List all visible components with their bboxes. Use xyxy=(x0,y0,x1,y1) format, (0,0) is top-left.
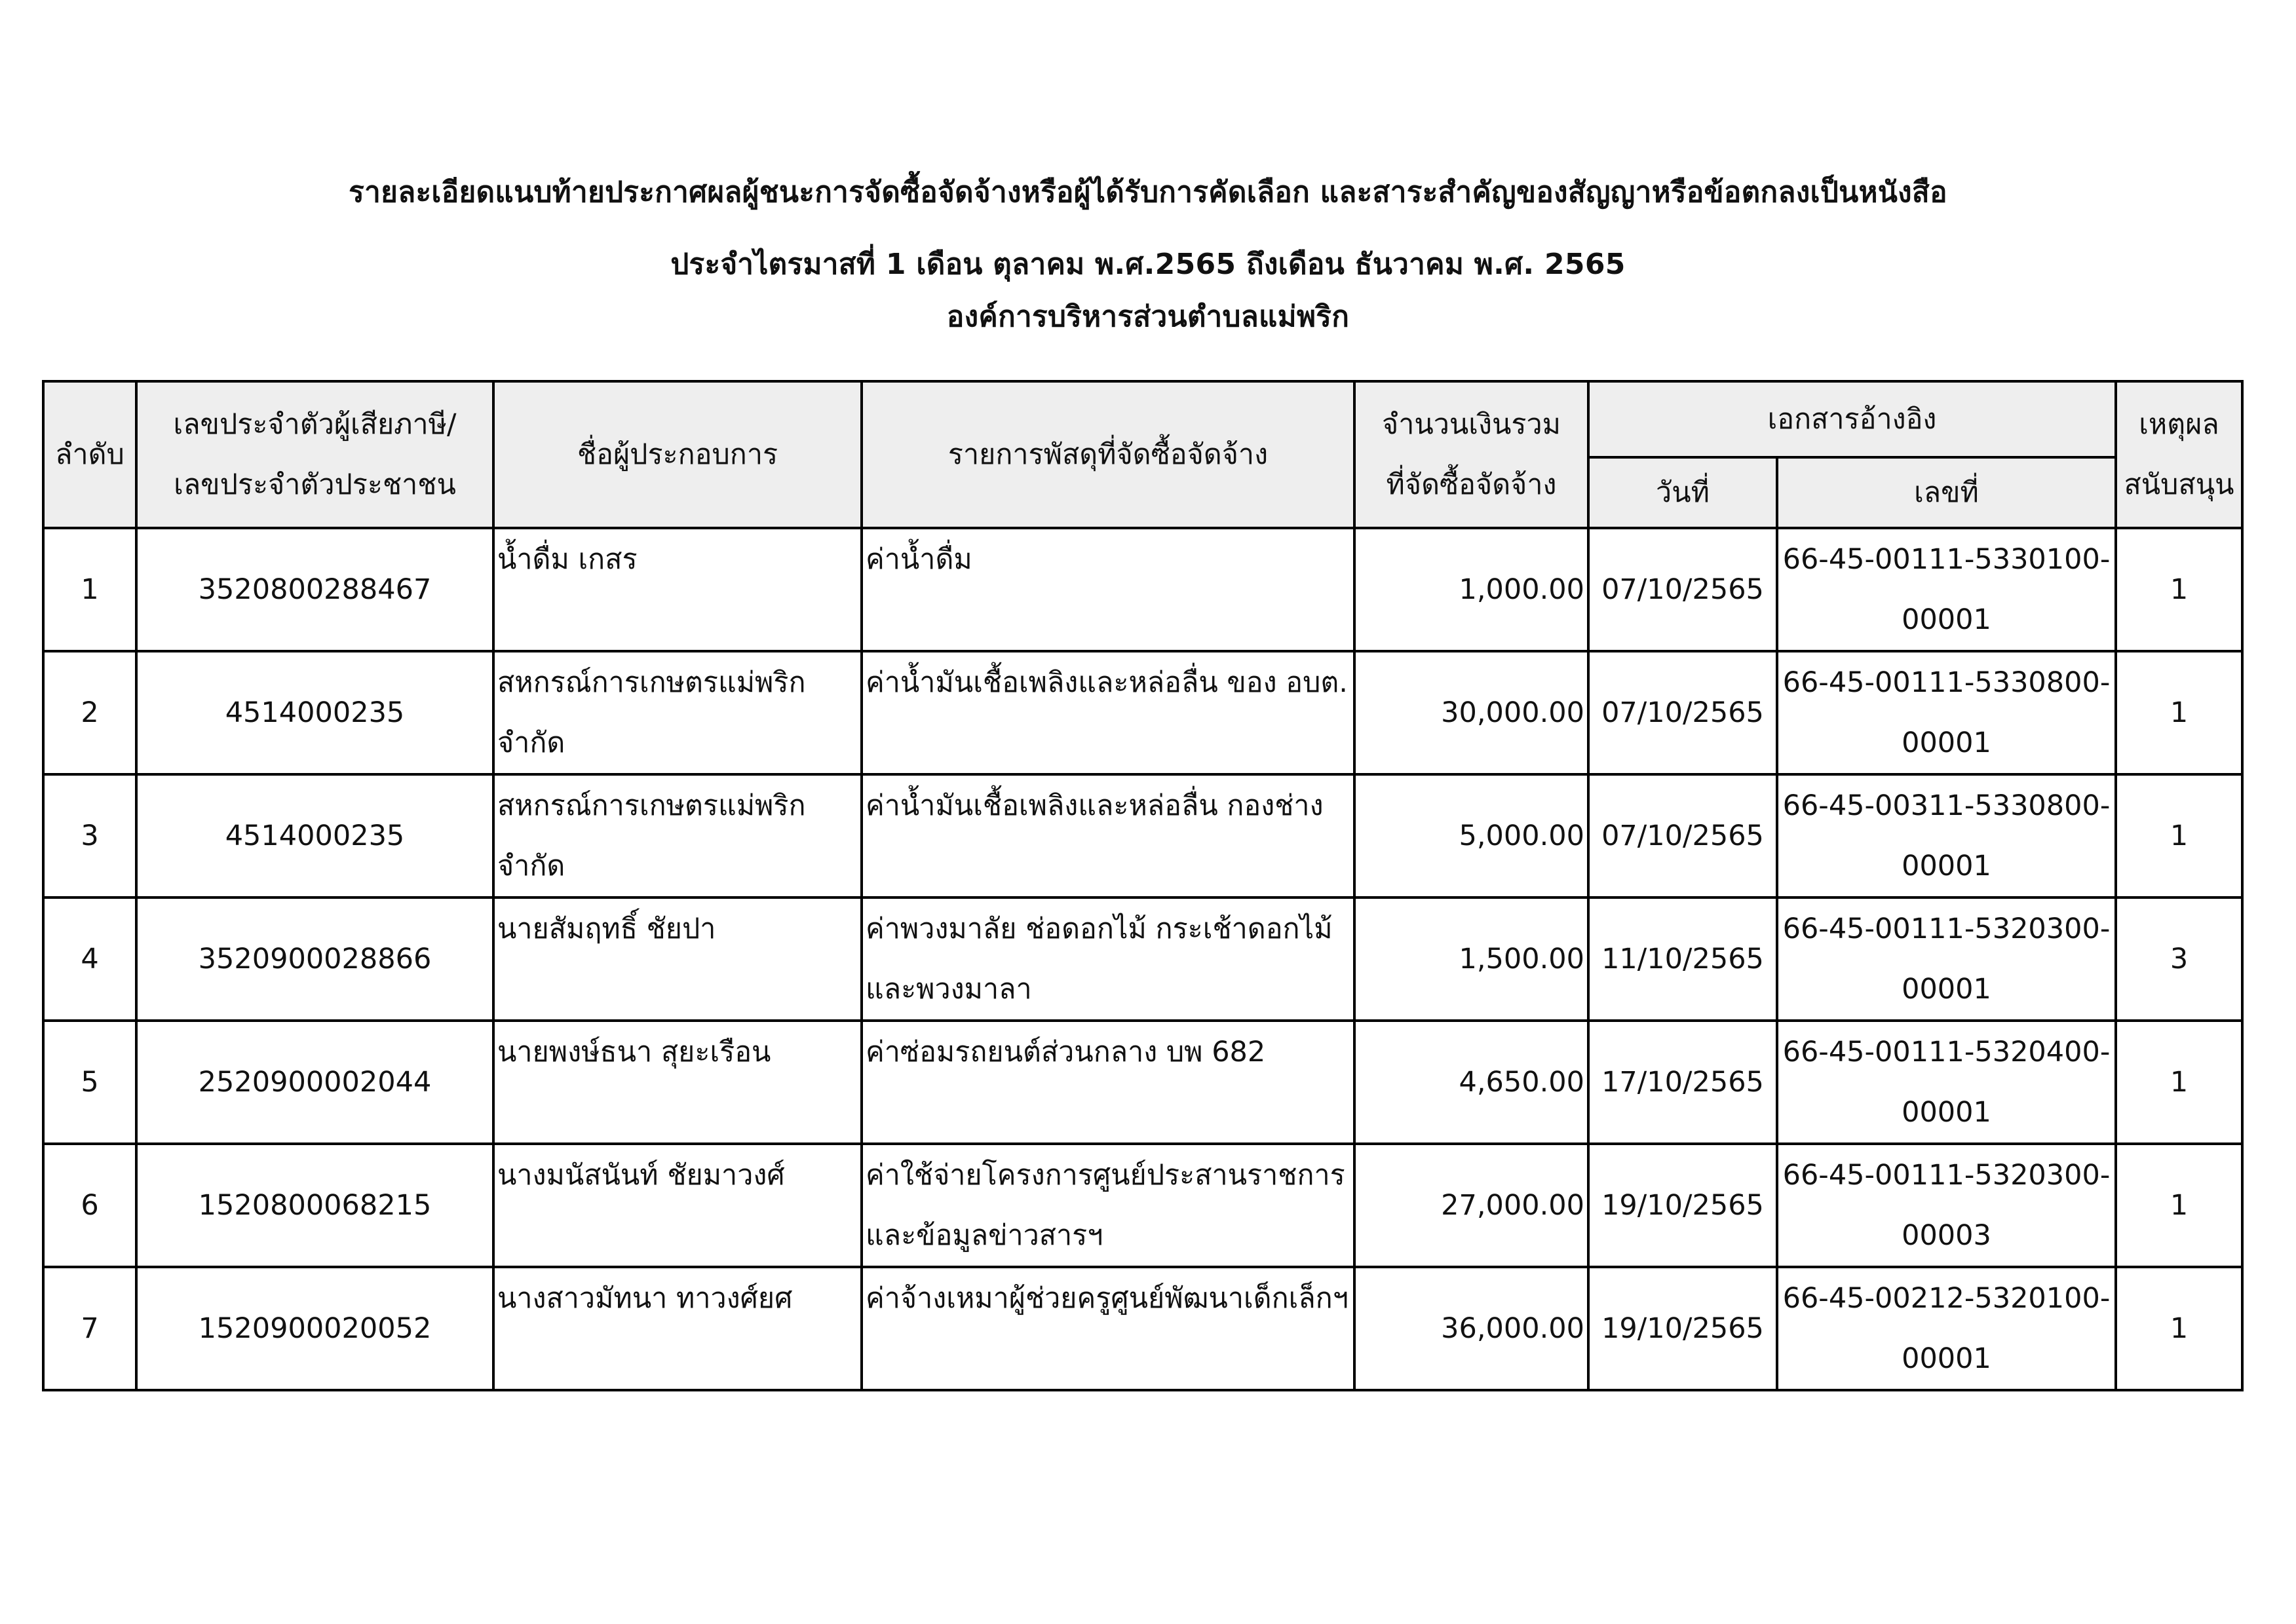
cell-vendor xyxy=(493,774,862,897)
cell-taxid: 1520900020052 xyxy=(136,1267,493,1390)
cell-taxid: 4514000235 xyxy=(136,651,493,774)
header-item: รายการพัสดุที่จัดซื้อจัดจ้าง xyxy=(862,381,1354,528)
cell-item xyxy=(862,1021,1354,1144)
header-reason-line1: เหตุผล xyxy=(2139,408,2219,441)
cell-reason: 1 xyxy=(2116,1021,2242,1144)
header-date: วันที่ xyxy=(1588,457,1777,528)
header-taxid xyxy=(136,381,493,528)
cell-no: 1 xyxy=(43,528,136,651)
cell-item-line1: ค่าน้ำดื่ม xyxy=(866,543,972,576)
cell-vendor xyxy=(493,1021,862,1144)
document-title: รายละเอียดแนบท้ายประกาศผลผู้ชนะการจัดซื้อจัดจ้างหรือผู้ได้รับการคัดเลือก และสาระสำคัญของสัญญาหรือข้อตกลงเป็นหนังสือ xyxy=(349,176,1947,209)
cell-reason: 1 xyxy=(2116,774,2242,897)
cell-refno-line2: 00001 xyxy=(1902,727,1991,759)
cell-item xyxy=(862,528,1354,651)
cell-item-line1: ค่าน้ำมันเชื้อเพลิงและหล่อลื่น กองช่าง xyxy=(866,789,1324,822)
cell-refno xyxy=(1777,1144,2116,1267)
cell-vendor xyxy=(493,1267,862,1390)
cell-item-line1: ค่าพวงมาลัย ช่อดอกไม้ กระเช้าดอกไม้ xyxy=(866,913,1333,945)
table-row xyxy=(43,1021,2242,1144)
cell-vendor-line1: น้ำดื่ม เกสร xyxy=(497,543,638,576)
header-taxid-line1: เลขประจำตัวผู้เสียภาษี/ xyxy=(173,408,457,441)
header-amount-line2: ที่จัดซื้อจัดจ้าง xyxy=(1386,468,1557,501)
cell-amount: 1,000.00 xyxy=(1354,528,1588,651)
cell-item-line1: ค่าน้ำมันเชื้อเพลิงและหล่อลื่น ของ อบต. xyxy=(866,666,1348,699)
cell-vendor xyxy=(493,528,862,651)
cell-refno xyxy=(1777,528,2116,651)
cell-vendor-line1: สหกรณ์การเกษตรแม่พริก xyxy=(497,666,806,699)
cell-refno-line1: 66-45-00111-5330100- xyxy=(1782,543,2111,576)
table-row xyxy=(43,1267,2242,1390)
header-amount xyxy=(1354,381,1588,528)
cell-amount: 1,500.00 xyxy=(1354,897,1588,1021)
header-refno: เลขที่ xyxy=(1777,457,2116,528)
cell-no: 5 xyxy=(43,1021,136,1144)
cell-reason: 1 xyxy=(2116,528,2242,651)
cell-vendor-line2 xyxy=(497,590,860,650)
cell-date: 19/10/2565 xyxy=(1588,1267,1777,1390)
cell-vendor-line1: นางสาวมัทนา ทาวงศ์ยศ xyxy=(497,1282,793,1315)
header-amount-line1: จำนวนเงินรวม xyxy=(1382,408,1561,441)
cell-item-line1: ค่าจ้างเหมาผู้ช่วยครูศูนย์พัฒนาเด็กเล็กฯ xyxy=(866,1282,1349,1315)
cell-taxid: 1520800068215 xyxy=(136,1144,493,1267)
cell-amount: 30,000.00 xyxy=(1354,651,1588,774)
cell-amount: 36,000.00 xyxy=(1354,1267,1588,1390)
header-reason xyxy=(2116,381,2242,528)
cell-vendor-line1: สหกรณ์การเกษตรแม่พริก xyxy=(497,789,806,822)
cell-date: 07/10/2565 xyxy=(1588,774,1777,897)
cell-refno-line2: 00001 xyxy=(1902,1342,1991,1375)
cell-vendor-line1: นายสัมฤทธิ์ ชัยปา xyxy=(497,913,716,945)
cell-vendor-line2: จำกัด xyxy=(497,850,565,882)
header-ref: เอกสารอ้างอิง xyxy=(1588,381,2116,457)
cell-item-line2 xyxy=(866,1329,1353,1389)
cell-vendor xyxy=(493,1144,862,1267)
cell-vendor-line2 xyxy=(497,959,860,1019)
cell-vendor-line2 xyxy=(497,1205,860,1266)
procurement-table xyxy=(42,380,2244,1391)
cell-vendor-line2 xyxy=(497,1082,860,1142)
cell-refno-line1: 66-45-00111-5320300- xyxy=(1782,1159,2111,1192)
cell-date: 11/10/2565 xyxy=(1588,897,1777,1021)
cell-vendor xyxy=(493,897,862,1021)
cell-no: 2 xyxy=(43,651,136,774)
cell-amount: 5,000.00 xyxy=(1354,774,1588,897)
cell-vendor-line1: นางมนัสนันท์ ชัยมาวงศ์ xyxy=(497,1159,785,1192)
cell-no: 6 xyxy=(43,1144,136,1267)
cell-item xyxy=(862,774,1354,897)
cell-refno-line1: 66-45-00111-5320400- xyxy=(1782,1036,2111,1068)
cell-refno xyxy=(1777,774,2116,897)
cell-item xyxy=(862,897,1354,1021)
cell-refno-line1: 66-45-00212-5320100- xyxy=(1782,1282,2111,1315)
table-row xyxy=(43,774,2242,897)
cell-item xyxy=(862,651,1354,774)
header-vendor: ชื่อผู้ประกอบการ xyxy=(493,381,862,528)
cell-refno xyxy=(1777,897,2116,1021)
cell-vendor-line2 xyxy=(497,1329,860,1389)
header-reason-line2: สนับสนุน xyxy=(2124,468,2234,501)
cell-date: 19/10/2565 xyxy=(1588,1144,1777,1267)
cell-item-line2 xyxy=(866,836,1353,896)
header-taxid-line2: เลขประจำตัวประชาชน xyxy=(174,468,456,501)
cell-no: 4 xyxy=(43,897,136,1021)
cell-no: 3 xyxy=(43,774,136,897)
document-organization: องค์การบริหารส่วนตำบลแม่พริก xyxy=(946,300,1350,333)
cell-reason: 3 xyxy=(2116,897,2242,1021)
cell-date: 07/10/2565 xyxy=(1588,651,1777,774)
header-no: ลำดับ xyxy=(43,381,136,528)
cell-refno xyxy=(1777,1021,2116,1144)
cell-vendor-line2: จำกัด xyxy=(497,727,565,759)
cell-vendor xyxy=(493,651,862,774)
cell-item-line2 xyxy=(866,590,1353,650)
cell-taxid: 3520800288467 xyxy=(136,528,493,651)
cell-reason: 1 xyxy=(2116,1267,2242,1390)
cell-reason: 1 xyxy=(2116,651,2242,774)
cell-refno-line1: 66-45-00111-5320300- xyxy=(1782,913,2111,945)
cell-item-line2 xyxy=(866,713,1353,773)
cell-taxid: 2520900002044 xyxy=(136,1021,493,1144)
cell-refno-line2: 00001 xyxy=(1902,850,1991,882)
cell-refno xyxy=(1777,651,2116,774)
cell-date: 17/10/2565 xyxy=(1588,1021,1777,1144)
table-row xyxy=(43,1144,2242,1267)
cell-item-line1: ค่าใช้จ่ายโครงการศูนย์ประสานราชการ xyxy=(866,1159,1345,1192)
table-row xyxy=(43,651,2242,774)
cell-taxid: 4514000235 xyxy=(136,774,493,897)
cell-refno-line2: 00001 xyxy=(1902,603,1991,636)
cell-item xyxy=(862,1267,1354,1390)
cell-item-line2: และข้อมูลข่าวสารฯ xyxy=(866,1219,1103,1252)
cell-no: 7 xyxy=(43,1267,136,1390)
cell-item xyxy=(862,1144,1354,1267)
cell-refno-line2: 00001 xyxy=(1902,973,1991,1006)
cell-vendor-line1: นายพงษ์ธนา สุยะเรือน xyxy=(497,1036,771,1068)
cell-amount: 4,650.00 xyxy=(1354,1021,1588,1144)
cell-item-line1: ค่าซ่อมรถยนต์ส่วนกลาง บพ 682 xyxy=(866,1036,1266,1068)
cell-refno-line1: 66-45-00311-5330800- xyxy=(1782,789,2111,822)
table-row xyxy=(43,897,2242,1021)
cell-reason: 1 xyxy=(2116,1144,2242,1267)
cell-refno-line2: 00001 xyxy=(1902,1096,1991,1129)
cell-taxid: 3520900028866 xyxy=(136,897,493,1021)
cell-item-line2: และพวงมาลา xyxy=(866,973,1032,1006)
cell-refno xyxy=(1777,1267,2116,1390)
table-row xyxy=(43,528,2242,651)
cell-amount: 27,000.00 xyxy=(1354,1144,1588,1267)
cell-refno-line2: 00003 xyxy=(1902,1219,1991,1252)
document-period: ประจำไตรมาสที่ 1 เดือน ตุลาคม พ.ศ.2565 ถึงเดือน ธันวาคม พ.ศ. 2565 xyxy=(670,248,1626,281)
cell-date: 07/10/2565 xyxy=(1588,528,1777,651)
cell-item-line2 xyxy=(866,1082,1353,1142)
cell-refno-line1: 66-45-00111-5330800- xyxy=(1782,666,2111,699)
